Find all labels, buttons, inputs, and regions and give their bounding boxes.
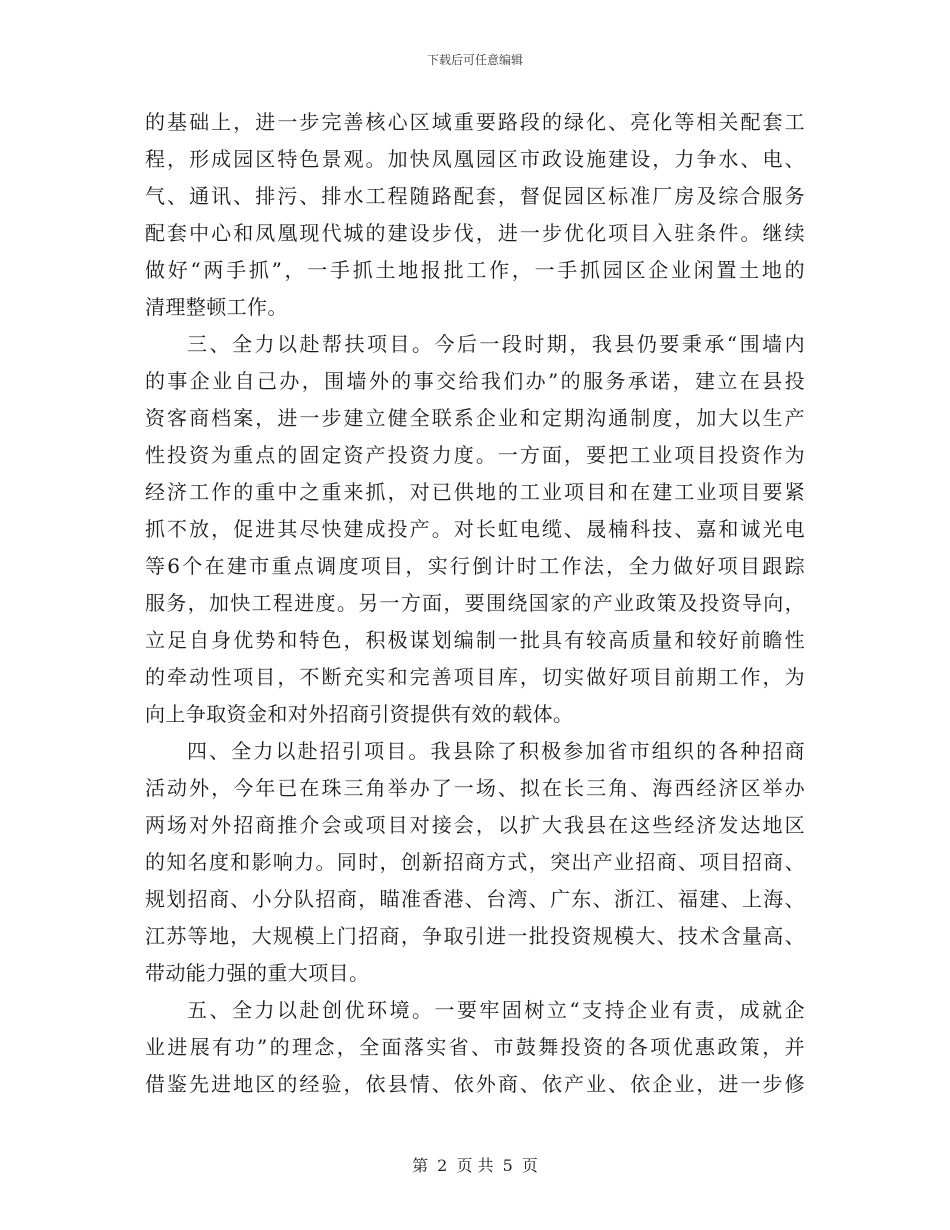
current-page-number: 2	[437, 1156, 448, 1175]
text-line: 等6个在建市重点调度项目，实行倒计时工作法，全力做好项目跟踪	[145, 554, 805, 578]
text-line: 两场对外招商推介会或项目对接会，以扩大我县在这些经济发达地区	[145, 813, 805, 837]
text-line: 借鉴先进地区的经验，依县情、依外商、依产业、依企业，进一步修	[145, 1072, 805, 1096]
text-line: 立足自身优势和特色，积极谋划编制一批具有较高质量和较好前瞻性	[145, 628, 805, 652]
page-header: 下载后可任意编辑	[426, 53, 523, 67]
document-body	[145, 104, 805, 1103]
text-line: 抓不放，促进其尽快建成投产。对长虹电缆、晟楠科技、嘉和诚光电	[145, 517, 805, 541]
text-line: 五、全力以赴创优环境。一要牢固树立“支持企业有责，成就企	[187, 998, 805, 1022]
text-line: 做好“两手抓”，一手抓土地报批工作，一手抓园区企业闲置土地的	[145, 258, 805, 282]
text-line: 的牵动性项目，不断充实和完善项目库，切实做好项目前期工作，为	[145, 665, 805, 689]
text-line: 向上争取资金和对外招商引资提供有效的载体。	[145, 702, 574, 726]
text-line: 江苏等地，大规模上门招商，争取引进一批投资规模大、技术含量高、	[145, 924, 805, 948]
footer-mid: 页 共	[456, 1156, 494, 1175]
text-line: 四、全力以赴招引项目。我县除了积极参加省市组织的各种招商	[187, 739, 805, 763]
text-line: 清理整顿工作。	[145, 295, 288, 319]
text-line: 的基础上，进一步完善核心区域重要路段的绿化、亮化等相关配套工	[145, 110, 805, 134]
footer-prefix: 第	[412, 1156, 429, 1175]
text-line: 活动外，今年已在珠三角举办了一场、拟在长三角、海西经济区举办	[145, 776, 805, 800]
text-line: 的事企业自己办，围墙外的事交给我们办”的服务承诺，建立在县投	[145, 369, 805, 393]
text-line: 配套中心和凤凰现代城的建设步伐，进一步优化项目入驻条件。继续	[145, 221, 805, 245]
text-line: 三、全力以赴帮扶项目。今后一段时期，我县仍要秉承“围墙内	[187, 332, 805, 356]
page-footer	[0, 1156, 950, 1176]
text-line: 带动能力强的重大项目。	[145, 961, 370, 985]
text-line: 业进展有功”的理念，全面落实省、市鼓舞投资的各项优惠政策，并	[145, 1035, 805, 1059]
text-line: 经济工作的重中之重来抓，对已供地的工业项目和在建工业项目要紧	[145, 480, 805, 504]
total-page-count: 5	[502, 1156, 513, 1175]
text-line: 服务，加快工程进度。另一方面，要围绕国家的产业政策及投资导向，	[145, 591, 805, 615]
text-line: 气、通讯、排污、排水工程随路配套，督促园区标准厂房及综合服务	[145, 184, 805, 208]
text-line: 的知名度和影响力。同时，创新招商方式，突出产业招商、项目招商、	[145, 850, 805, 874]
text-line: 性投资为重点的固定资产投资力度。一方面，要把工业项目投资作为	[145, 443, 805, 467]
footer-suffix: 页	[521, 1156, 538, 1175]
text-line: 规划招商、小分队招商，瞄准香港、台湾、广东、浙江、福建、上海、	[145, 887, 805, 911]
text-line: 资客商档案，进一步建立健全联系企业和定期沟通制度，加大以生产	[145, 406, 805, 430]
text-line: 程，形成园区特色景观。加快凤凰园区市政设施建设，力争水、电、	[145, 147, 805, 171]
